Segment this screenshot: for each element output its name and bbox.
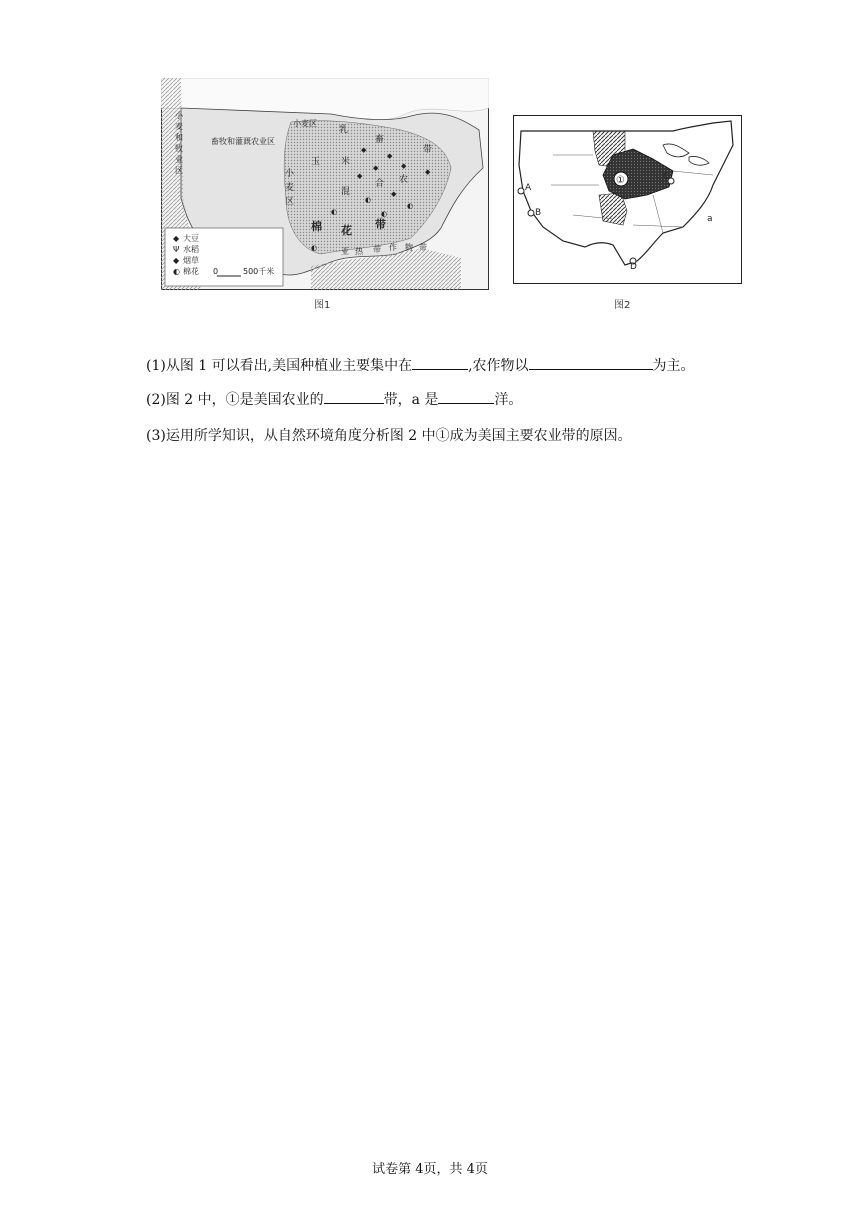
legend-tobacco-icon: ◆ bbox=[173, 256, 180, 265]
legend-soybean-label: 大豆 bbox=[183, 234, 199, 243]
cotton-char-2: 花 bbox=[341, 224, 352, 237]
point-d: D bbox=[630, 262, 637, 272]
q1-suffix: 为主。 bbox=[652, 358, 695, 374]
coast-char-2: 麦 bbox=[175, 122, 183, 131]
legend-cotton-icon: ◐ bbox=[173, 267, 180, 276]
dairy-char-3: 带 bbox=[423, 145, 433, 155]
svg-text:◐: ◐ bbox=[381, 210, 388, 218]
legend-rice-icon: Ψ bbox=[173, 245, 180, 254]
q2-mid: 带，a 是 bbox=[383, 392, 439, 408]
scale-label: 500千米 bbox=[243, 267, 275, 276]
wheat-char-1: 小 bbox=[285, 169, 295, 179]
sub-char-5: 物 bbox=[405, 243, 413, 252]
scale-zero: 0 bbox=[213, 267, 219, 276]
cotton-char-1: 棉 bbox=[311, 220, 322, 233]
svg-text:◆: ◆ bbox=[357, 172, 363, 180]
figure-1-map bbox=[161, 78, 489, 290]
svg-text:◐: ◐ bbox=[311, 244, 318, 252]
dairy-char-2: 畜 bbox=[375, 135, 385, 145]
ocean-a: a bbox=[707, 214, 713, 224]
svg-text:◆: ◆ bbox=[391, 190, 397, 198]
svg-text:◆: ◆ bbox=[425, 168, 431, 176]
svg-text:◆: ◆ bbox=[387, 152, 393, 160]
cotton-char-3: 带 bbox=[375, 218, 386, 231]
legend-cotton-label: 棉花 bbox=[183, 267, 199, 276]
svg-text:◐: ◐ bbox=[407, 202, 414, 210]
q1-blank-1[interactable] bbox=[412, 368, 468, 370]
figure-2-map bbox=[513, 115, 742, 284]
mixed-char-2: 合 bbox=[375, 179, 385, 189]
question-2 bbox=[146, 389, 522, 409]
sub-char-4: 作 bbox=[389, 243, 397, 252]
corn-char-2: 米 bbox=[341, 157, 351, 167]
sub-char-3: 带 bbox=[373, 245, 381, 254]
dairy-char-1: 乳 bbox=[339, 125, 349, 135]
corn-char-1: 玉 bbox=[311, 157, 321, 167]
q1-blank-2[interactable] bbox=[529, 368, 653, 370]
coast-char-3: 和 bbox=[175, 133, 183, 142]
point-a: A bbox=[525, 183, 532, 193]
question-1 bbox=[146, 355, 695, 375]
svg-text:◐: ◐ bbox=[331, 208, 338, 216]
figure-2-caption: 图2 bbox=[614, 300, 631, 311]
coast-char-5: 业 bbox=[175, 155, 183, 164]
q2-blank-2[interactable] bbox=[438, 402, 494, 404]
coast-char-6: 区 bbox=[175, 166, 183, 175]
q2-prefix: (2)图 2 中，①是美国农业的 bbox=[146, 392, 324, 408]
legend-soybean-icon: ◆ bbox=[173, 234, 180, 243]
mixed-char-1: 混 bbox=[341, 187, 351, 197]
mixed-char-3: 农 bbox=[399, 175, 409, 185]
point-b: B bbox=[535, 208, 542, 218]
page-footer: 试卷第 4页，共 4页 bbox=[372, 1162, 488, 1177]
q2-suffix: 洋。 bbox=[494, 392, 523, 408]
q2-blank-1[interactable] bbox=[324, 402, 384, 404]
q1-mid: ,农作物以 bbox=[468, 358, 529, 374]
figure-1-caption: 图1 bbox=[314, 300, 331, 311]
sub-char-6: 带 bbox=[419, 243, 427, 252]
label-wheat-north: 小麦区 bbox=[293, 119, 317, 128]
svg-text:◆: ◆ bbox=[373, 164, 379, 172]
wheat-char-3: 区 bbox=[285, 197, 295, 207]
svg-text:◐: ◐ bbox=[365, 196, 372, 204]
coast-char-4: 牧 bbox=[175, 144, 183, 153]
legend-tobacco-label: 烟草 bbox=[183, 256, 199, 265]
q1-prefix: (1)从图 1 可以看出,美国种植业主要集中在 bbox=[146, 358, 413, 374]
point-c: C bbox=[663, 172, 670, 182]
svg-text:◆: ◆ bbox=[401, 162, 407, 170]
svg-text:◆: ◆ bbox=[361, 146, 367, 154]
circle-label: ① bbox=[616, 175, 625, 186]
sub-char-2: 热 bbox=[355, 247, 363, 256]
coast-char-1: 小 bbox=[175, 111, 183, 120]
wheat-char-2: 麦 bbox=[285, 183, 295, 193]
label-livestock: 畜牧和灌溉农业区 bbox=[211, 137, 275, 146]
legend-rice-label: 水稻 bbox=[183, 245, 199, 254]
sub-char-1: 亚 bbox=[341, 247, 349, 256]
question-3: (3)运用所学知识，从自然环境角度分析图 2 中①成为美国主要农业带的原因。 bbox=[146, 428, 632, 444]
